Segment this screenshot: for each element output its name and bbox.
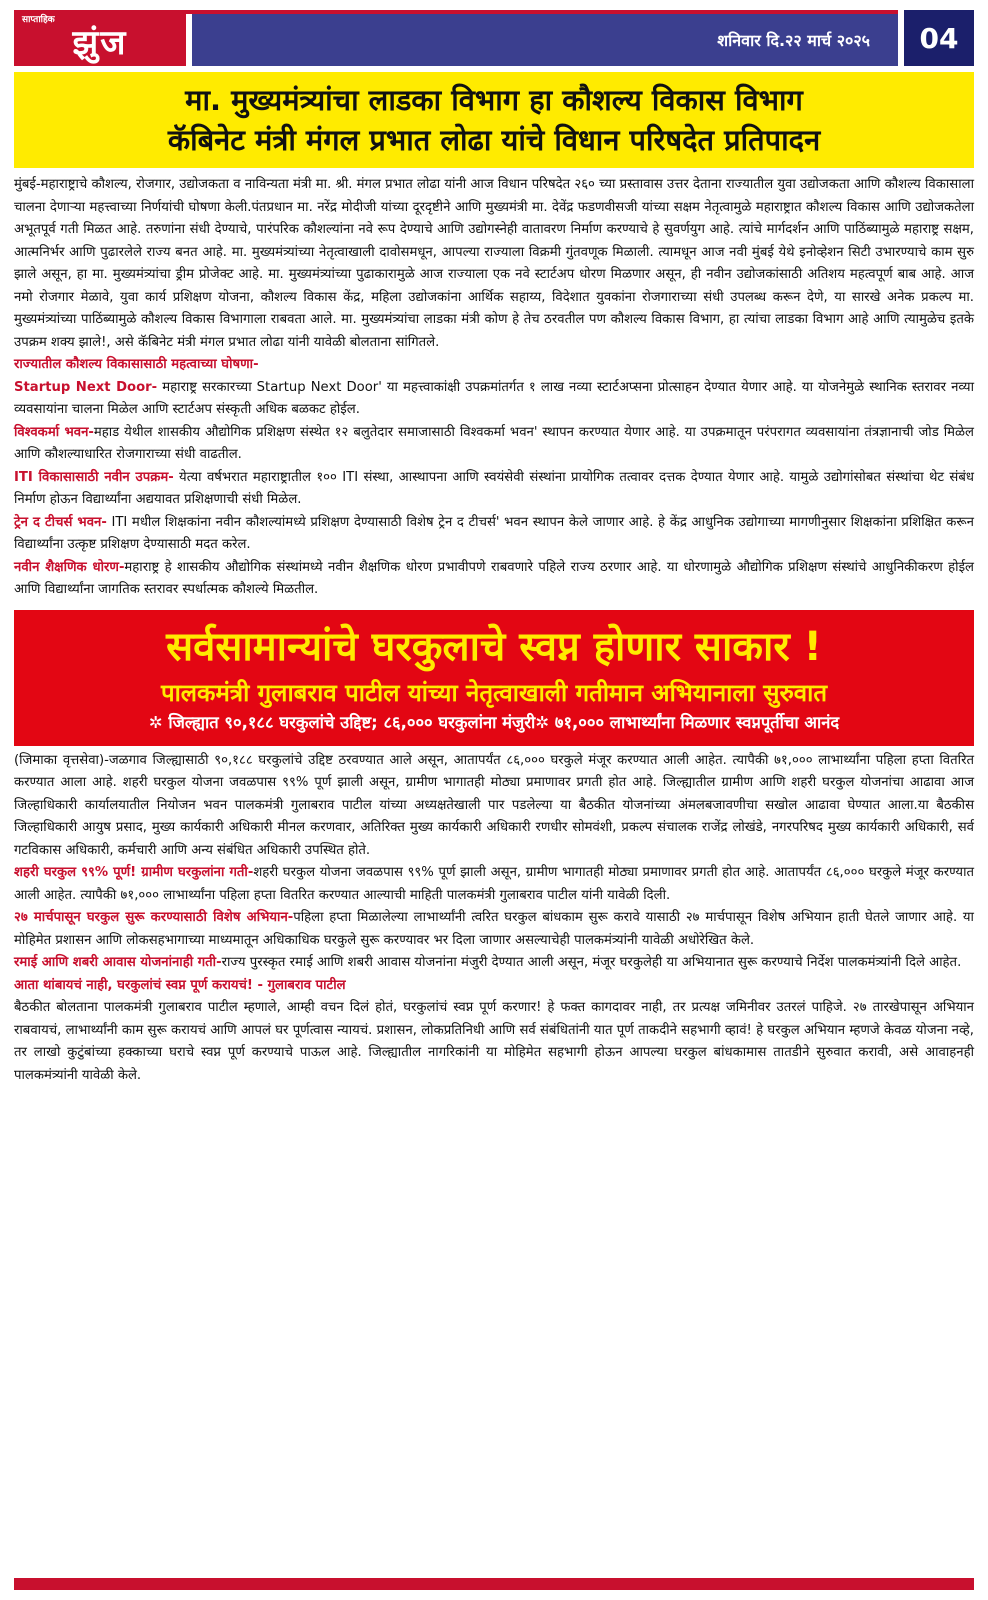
- item-lead: रमाई आणि शबरी आवास योजनांनाही गती-: [14, 955, 222, 970]
- item-lead: २७ मार्चपासून घरकुल सुरू करण्यासाठी विशेष अभियान-: [14, 910, 294, 925]
- item-text: ITI मधील शिक्षकांना नवीन कौशल्यांमध्ये प्रशिक्षण देण्यासाठी विशेष ट्रेन द टीचर्स' भवन स्थापन केले जाणार आहे. हे केंद्र आधुनिक उद्योगाच्या मागणीनुसार शिक्षकांना प्रशिक्षित करून विद्यार्थ्यांना उत्कृष्ट प्रशिक्षण देण्यासाठी मदत करेल.: [14, 514, 974, 552]
- item-lead: ITI विकासासाठी नवीन उपक्रम-: [14, 469, 174, 485]
- article-1-section-title: राज्यातील कौशल्य विकासासाठी महत्वाच्या घोषणा-: [14, 357, 259, 372]
- item-text: येत्या वर्षभरात महाराष्ट्रातील १०० ITI संस्था, आस्थापना आणि स्वयंसेवी संस्थांना प्रायोगिक तत्वावर दत्तक देण्यात येणार आहे. यामुळे उद्योगांसोबत संस्थांचा थेट संबंध निर्माण होऊन विद्यार्थ्यांना अद्ययावत प्रशिक्षणाची संधी मिळेल.: [14, 469, 974, 507]
- article-1-item: [14, 467, 974, 512]
- item-lead: ट्रेन द टीचर्स भवन-: [14, 514, 107, 530]
- bottom-divider: [14, 1578, 974, 1590]
- item-text: महाड येथील शासकीय औद्योगिक प्रशिक्षण संस्थेत १२ बलुतेदार समाजासाठी विश्वकर्मा भवन' स्थापन करण्यात येणार आहे. या उपक्रमातून परंपरागत व्यवसायांना तंत्रज्ञानाची जोड मिळेल आणि कौशल्याधारित रोजगाराच्या संधी वाढतील.: [14, 424, 974, 462]
- article-2-item: [14, 952, 974, 975]
- headline-2-title: सर्वसामान्यांचे घरकुलाचे स्वप्न होणार साकार !: [166, 623, 822, 670]
- item-text: पहिला हप्ता मिळालेल्या लाभार्थ्यांनी त्वरित घरकुल बांधकाम सुरू करावे यासाठी २७ मार्चपासून विशेष अभियान हाती घेतले जाणार आहे. या मोहिमेत प्रशासन आणि लोकसहभागाच्या माध्यमातून अधिकाधिक घरकुले सुरू करण्यावर भर दिला जाणार असल्याचेही पालकमंत्र्यांनी यावेळी अधोरेखित केले.: [14, 910, 974, 948]
- article-2-item: [14, 862, 974, 907]
- article-2-quote-body: बैठकीत बोलताना पालकमंत्री गुलाबराव पाटील म्हणाले, आम्ही वचन दिलं होतं, घरकुलांचं स्वप्न पूर्ण करणार! हे फक्त कागदावर नाही, तर प्रत्यक्ष जमिनीवर उतरलं पाहिजे. २७ तारखेपासून अभियान राबवायचं, लाभार्थ्यांनी काम सुरू करायचं आणि आपलं घर पूर्णत्वास न्यायचं. प्रशासन, लोकप्रतिनिधी आणि सर्व संबंधितांनी यात पूर्ण ताकदीने सहभागी व्हावं! हे घरकुल अभियान म्हणजे केवळ योजना नव्हे, तर लाखो कुटुंबांच्या हक्काच्या घराचे स्वप्न पूर्ण करण्याचे पाऊल आहे. जिल्ह्यातील नागरिकांनी या मोहिमेत सहभागी होऊन आपल्या घरकुल बांधकामास तातडीने सुरुवात करावी, असे आवाहनही पालकमंत्र्यांनी यावेळी केले.: [14, 1000, 974, 1083]
- article-2-quote-title: आता थांबायचं नाही, घरकुलांचं स्वप्न पूर्ण करायचं! - गुलाबराव पाटील: [14, 977, 346, 993]
- item-lead: Startup Next Door-: [14, 379, 158, 395]
- headline-2-stats: ✲ जिल्ह्यात ९०,१८८ घरकुलांचे उद्दिष्ट; ८६,००० घरकुलांना मंजुरी✲ ७१,००० लाभार्थ्यांना मिळणार स्वप्नपूर्तीचा आनंद: [148, 712, 840, 732]
- article-1-body: मुंबई-महाराष्ट्राचे कौशल्य, रोजगार, उद्योजकता व नाविन्यता मंत्री मा. श्री. मंगल प्रभात लोढा यांनी आज विधान परिषदेत २६० च्या प्रस्तावास उत्तर देताना राज्यातील युवा उद्योजकता आणि कौशल्य विकासाला चालना देणाऱ्या महत्त्वाच्या निर्णयांची घोषणा केली.पंतप्रधान मा. नरेंद्र मोदीजी यांच्या दूरदृष्टीने आणि मुख्यमंत्री मा. देवेंद्र फडणवीसजी यांच्या सक्षम नेतृत्वामुळे महाराष्ट्रात कौशल्य विकास आणि उद्योजकतेला अभूतपूर्व गती मिळत आहे. तरुणांना संधी देण्याचे, पारंपरिक कौशल्यांना नवे रूप देण्याचे आणि उद्योगस्नेही वातावरण निर्माण करण्याचे हे सुवर्णयुग आहे. त्यांचे मार्गदर्शन आणि पाठिंब्यामुळे महाराष्ट्र सक्षम, आत्मनिर्भर आणि पुढारलेले राज्य बनत आहे. मा. मुख्यमंत्र्यांच्या नेतृत्वाखाली दावोसमधून, आपल्या राज्याला विक्रमी गुंतवणूक मिळाली. त्यामधून आज नवी मुंबई येथे इनोव्हेशन सिटी उभारण्याचे काम सुरु झाले असून, हा मा. मुख्यमंत्र्यांचा ड्रीम प्रोजेक्ट आहे. मा. मुख्यमंत्र्यांच्या पुढाकारामुळे आज राज्याला एक नवे स्टार्टअप धोरण मिळणार असून, ही नवीन उद्योजकांसाठी अतिशय महत्वपूर्ण बाब आहे. आज नमो रोजगार मेळावे, युवा कार्य प्रशिक्षण योजना, कौशल्य विकास केंद्र, महिला उद्योजकांना आर्थिक सहाय्य, विदेशात युवकांना रोजगाराच्या संधी उपलब्ध करून देणे, या सारखे अनेक प्रकल्प मा. मुख्यमंत्र्यांच्या पाठिंब्यामुळे कौशल्य विकास विभागाला राबवता आले. मा. मुख्यमंत्र्यांचा लाडका मंत्री कोण हे तेच ठरवतील पण कौशल्य विकास विभाग, हा त्यांचा लाडका विभाग आहे आणि त्यामुळेच इतके उपक्रम शक्य झाले!, असे कॅबिनेट मंत्री मंगल प्रभात लोढा यांनी यावेळी बोलताना सांगितले.: [14, 177, 974, 350]
- item-text: राज्य पुरस्कृत रमाई आणि शबरी आवास योजनांना मंजुरी देण्यात आली असून, मंजूर घरकुलेही या अभियानात सुरू करण्याचे निर्देश पालकमंत्र्यांनी दिले आहेत.: [221, 955, 962, 970]
- article-2-body: (जिमाका वृत्तसेवा)-जळगाव जिल्ह्यासाठी ९०,१८८ घरकुलांचे उद्दिष्ट ठरवण्यात आले असून, आतापर्यंत ८६,००० घरकुले मंजूर करण्यात आली आहेत. त्यापैकी ७१,००० लाभार्थ्यांना पहिला हप्ता वितरित करण्यात आला आहे. शहरी घरकुल योजना जवळपास ९९% पूर्ण झाली असून, ग्रामीण भागातही मोठ्या प्रमाणावर प्रगती होत आहे. जिल्ह्यातील ग्रामीण आणि शहरी घरकुल योजनांचा आढावा आज जिल्हाधिकारी कार्यालयातील नियोजन भवन पालकमंत्री गुलाबराव पाटील यांच्या अध्यक्षतेखाली पार पडलेल्या या बैठकीत योजनांच्या अंमलबजावणीचा सखोल आढावा घेण्यात आला.या बैठकीस जिल्हाधिकारी आयुष प्रसाद, मुख्य कार्यकारी अधिकारी मीनल करणवार, अतिरिक्त मुख्य कार्यकारी अधिकारी रणधीर सोमवंशी, प्रकल्प संचालक राजेंद्र लोखंडे, नगरपरिषद मुख्य कार्यकारी अधिकारी, सर्व गटविकास अधिकारी, कर्मचारी आणि अन्य संबंधित अधिकारी उपस्थित होते.: [14, 752, 974, 858]
- article-1-item: [14, 422, 974, 467]
- item-lead: विश्वकर्मा भवन-: [14, 424, 94, 440]
- article-1-item: [14, 557, 974, 602]
- article-1: [14, 174, 974, 602]
- headline-2-subtitle: पालकमंत्री गुलाबराव पाटील यांच्या नेतृत्वाखाली गतीमान अभियानाला सुरुवात: [160, 678, 828, 707]
- article-2: [14, 750, 974, 1088]
- headline-1-line-1: मा. मुख्यमंत्र्यांचा लाडका विभाग हा कौशल्य विकास विभाग: [185, 83, 803, 117]
- item-text: शहरी घरकुल योजना जवळपास ९९% पूर्ण झाली असून, ग्रामीण भागातही मोठ्या प्रमाणावर प्रगती होत आहे. आतापर्यंत ८६,००० घरकुले मंजूर करण्यात आली आहेत. त्यापैकी ७१,००० लाभार्थ्यांना पहिला हप्ता वितरित करण्यात आल्याची माहिती पालकमंत्री गुलाबराव पाटील यांनी यावेळी दिली.: [14, 865, 974, 903]
- headline-1-line-2: कॅबिनेट मंत्री मंगल प्रभात लोढा यांचे विधान परिषदेत प्रतिपादन: [167, 123, 821, 157]
- headline-2-banner: [14, 610, 974, 746]
- item-text: महाराष्ट्र हे शासकीय औद्योगिक संस्थांमध्ये नवीन शैक्षणिक धोरण प्रभावीपणे राबवणारे पहिले राज्य ठरणार आहे. या धोरणामुळे औद्योगिक प्रशिक्षण संस्थांचे आधुनिकीकरण होईल आणि विद्यार्थ्यांना जागतिक स्तरावर स्पर्धात्मक कौशल्ये मिळतील.: [14, 559, 974, 597]
- article-2-item: [14, 907, 974, 952]
- logo-title: झुंज: [72, 23, 128, 63]
- item-text: महाराष्ट्र सरकारच्या Startup Next Door' या महत्त्वाकांक्षी उपक्रमांतर्गत १ लाख नव्या स्टार्टअप्सना प्रोत्साहन देण्यात येणार आहे. या योजनेमुळे स्थानिक स्तरावर नव्या व्यवसायांना चालना मिळेल आणि स्टार्टअप संस्कृती अधिक बळकट होईल.: [14, 379, 975, 417]
- item-lead: नवीन शैक्षणिक धोरण-: [14, 559, 125, 575]
- logo-tagline: साप्ताहिक: [22, 15, 55, 25]
- item-lead: शहरी घरकुल ९९% पूर्ण! ग्रामीण घरकुलांना गती-: [14, 865, 254, 880]
- article-1-item: [14, 377, 974, 422]
- page-number: 04: [904, 10, 974, 66]
- issue-date: शनिवार दि.२२ मार्च २०२५: [192, 14, 898, 66]
- masthead: [14, 10, 974, 66]
- headline-1: [14, 72, 974, 168]
- masthead-bar: [186, 10, 898, 66]
- newspaper-logo: [14, 10, 186, 66]
- article-1-item: [14, 512, 974, 557]
